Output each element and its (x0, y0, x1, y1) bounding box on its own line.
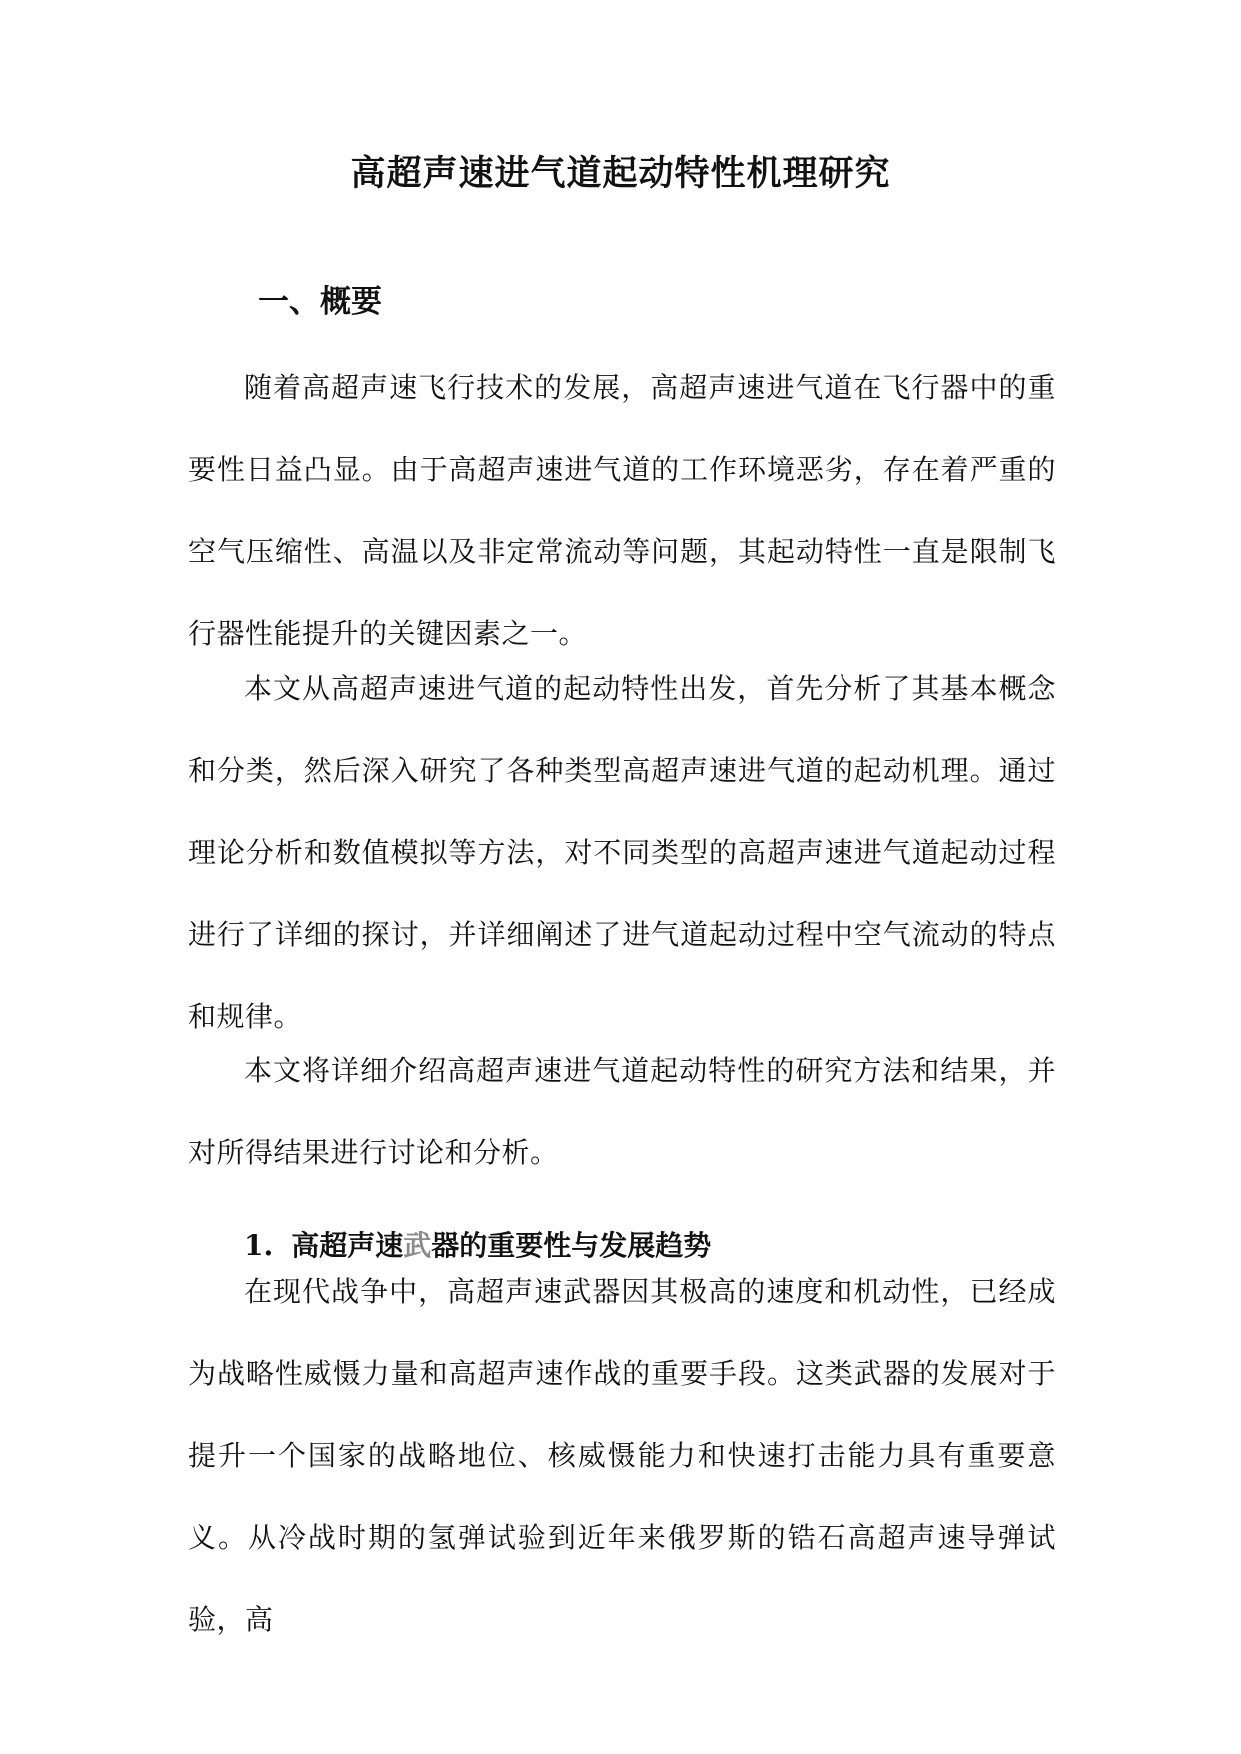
document-title: 高超声速进气道起动特性机理研究 (350, 153, 891, 194)
subsection-heading-text: 高超声速 (291, 1229, 404, 1262)
section-heading: 一、概要 (258, 284, 382, 320)
paragraph: 本文将详细介绍高超声速进气道起动特性的研究方法和结果，并对所得结果进行讨论和分析。 (188, 1054, 1056, 1169)
paragraph: 在现代战争中，高超声速武器因其极高的速度和机动性，已经成为战略性威慑力量和高超声速作战的重要手段。这类武器的发展对于提升一个国家的战略地位、核威慑能力和快速打击能力具有重要意义。从冷战时期的氢弹试验到近年来俄罗斯的锆石高超声速导弹试验，高 (188, 1275, 1056, 1636)
paragraph: 本文从高超声速进气道的起动特性出发，首先分析了其基本概念和分类，然后深入研究了各种类型高超声速进气道的起动机理。通过理论分析和数值模拟等方法，对不同类型的高超声速进气道起动过程进行了详细的探讨，并详细阐述了进气道起动过程中空气流动的特点和规律。 (188, 672, 1056, 1033)
paragraph: 随着高超声速飞行技术的发展，高超声速进气道在飞行器中的重要性日益凸显。由于高超声速进气道的工作环境恶劣，存在着严重的空气压缩性、高温以及非定常流动等问题，其起动特性一直是限制飞行器性能提升的关键因素之一。 (188, 371, 1056, 650)
subsection-heading-outlined-char: 武 (403, 1229, 432, 1262)
subsection-heading-text-rest: 器的重要性与发展趋势 (431, 1229, 712, 1262)
subsection-number: 1. (244, 1229, 274, 1262)
